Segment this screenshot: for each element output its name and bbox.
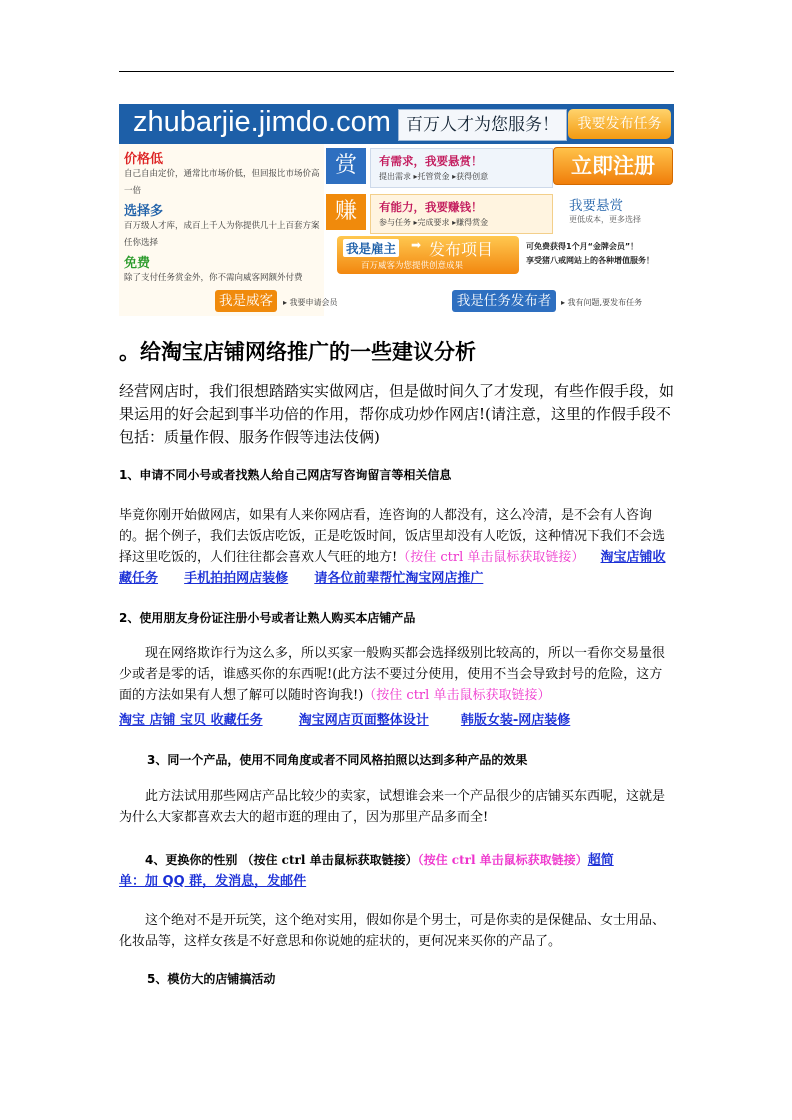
- weike-button[interactable]: 我是威客: [215, 290, 277, 312]
- publisher-link[interactable]: ▸ 我有问题,要发布任务: [561, 298, 643, 307]
- link-korean-fashion[interactable]: 韩版女装-网店装修: [460, 713, 571, 728]
- banner-slogan: 百万人才为您服务！: [398, 109, 567, 141]
- post-task-button[interactable]: 我要发布任务: [568, 109, 671, 139]
- link-promotion-help[interactable]: 请各位前辈帮忙淘宝网店推广: [314, 571, 484, 586]
- zhubajie-banner[interactable]: [119, 104, 674, 316]
- feature-choice-heading: 选择多: [124, 204, 164, 219]
- section-4-title: 4、更换你的性别: [145, 853, 238, 867]
- section-2-hint: （按住 ctrl 单击鼠标获取链接）: [363, 688, 551, 703]
- banner-top-bar: [119, 104, 674, 144]
- link-super-simple-a[interactable]: 超简: [587, 853, 614, 868]
- section-4-mid: （按住 ctrl 单击鼠标获取链接）: [241, 853, 418, 867]
- publish-sub: 百万威客为您提供创意成果: [361, 261, 464, 271]
- section-3-paragraph: 此方法试用那些网店产品比较少的卖家，试想谁会来一个产品很少的店铺买东西呢，这就是为什么大家都喜欢去大的超市逛的理由了，因为那里产品多而全!: [119, 789, 666, 825]
- register-button[interactable]: 立即注册: [553, 147, 673, 185]
- page-title: 。给淘宝店铺网络推广的一些建议分析: [119, 340, 476, 364]
- intro-paragraph: 经营网店时，我们很想踏踏实实做网店，但是做时间久了才发现，有些作假手段，如果运用的好会起到事半功倍的作用，帮你成功炒作网店!(请注意，这里的作假手段不包括：质量作假、服务作假等违法伎俩): [119, 382, 675, 446]
- section-2-heading: 2、使用朋友身份证注册小号或者让熟人购买本店铺产品: [119, 611, 416, 625]
- publish-label: 发布项目: [429, 240, 494, 259]
- section-1-text: 毕竟你刚开始做网店，如果有人来你网店看，连咨询的人都没有，这么冷清，是不会有人咨询的。据个例子，我们去饭店吃饭，正是吃饭时间，饭店里却没有人吃饭，这种情况下我们不会选择这里吃饭的，人们往往都会喜欢人气旺的地方!: [119, 508, 666, 565]
- section-1-heading: 1、申请不同小号或者找熟人给自己网店写咨询留言等相关信息: [119, 468, 452, 482]
- post-demand-steps: 提出需求 ▸托管赏金 ▸获得创意: [379, 172, 489, 181]
- link-mobile-decor[interactable]: 手机拍拍网店装修: [184, 571, 289, 586]
- link-shop-item-collect[interactable]: 淘宝 店铺 宝贝 收藏任务: [119, 713, 263, 728]
- link-super-simple-b[interactable]: 单：加 QQ 群，发消息，发邮件: [119, 874, 307, 889]
- section-4-heading: [119, 850, 675, 892]
- shang-icon: 赏: [326, 148, 366, 184]
- gold-line-1: 可免费获得1个月“金牌会员”！: [526, 242, 639, 251]
- feature-free-heading: 免费: [124, 256, 151, 271]
- section-2-text: 现在网络欺诈行为这么多，所以买家一般购买都会选择级别比较高的，所以一看你交易量很少或者是零的话，谁感买你的东西呢!(此方法不要过分使用，使用不当会导致封号的危险，这方面的方法如果有人想了解可以随时咨询我!): [119, 646, 666, 703]
- earn-money-heading: 有能力，我要赚钱！: [379, 200, 483, 214]
- feature-free-text: 除了支付任务赏金外，你不需向威客网额外付费: [124, 273, 303, 283]
- earn-money-panel[interactable]: [370, 194, 553, 234]
- post-demand-heading: 有需求，我要悬赏！: [379, 154, 483, 168]
- section-1-hint: （按住 ctrl 单击鼠标获取链接）: [397, 550, 585, 565]
- feature-choice-text: 百万级人才库，成百上千人为你提供几十上百套方案任你选择: [124, 221, 320, 248]
- section-1-paragraph: [119, 505, 675, 589]
- section-5-heading: 5、模仿大的店铺搞活动: [147, 972, 276, 986]
- arrow-right-icon: ➡: [411, 238, 422, 252]
- section-4-paragraph: 这个绝对不是开玩笑，这个绝对实用，假如你是个男士，可是你卖的是保健品、女士用品、化妆品等，这样女孩是不好意思和你说她的症状的，更何况来买你的产品了。: [119, 913, 666, 949]
- gold-line-2: 享受猪八戒网站上的各种增值服务！: [526, 256, 654, 265]
- feature-price-text: 自己自由定价，通常比市场价低，但回报比市场价高一倍: [124, 169, 320, 196]
- banner-domain[interactable]: zhubarjie.jimdo.com: [133, 106, 391, 138]
- reward-link[interactable]: [559, 194, 671, 234]
- link-shop-collect[interactable]: 淘宝店铺收藏任务: [119, 550, 666, 586]
- employer-label: 我是雇主: [343, 239, 399, 257]
- header-rule: [119, 71, 674, 72]
- section-2-paragraph: [119, 643, 675, 706]
- reward-heading: 我要悬赏: [569, 198, 623, 214]
- weike-link[interactable]: ▸ 我要申请会员: [283, 298, 338, 307]
- reward-sub: 更低成本，更多选择: [569, 215, 641, 224]
- publish-project-button[interactable]: [337, 236, 519, 274]
- section-3-heading: 3、同一个产品，使用不同角度或者不同风格拍照以达到多种产品的效果: [147, 753, 528, 767]
- earn-money-steps: 参与任务 ▸完成要求 ▸赚得赏金: [379, 218, 489, 227]
- section-2-links: [119, 710, 675, 731]
- feature-price-heading: 价格低: [124, 152, 164, 167]
- post-demand-panel[interactable]: [370, 148, 553, 188]
- zhuan-icon: 赚: [326, 194, 366, 230]
- link-page-design[interactable]: 淘宝网店页面整体设计: [298, 713, 429, 728]
- section-4-hint: （按住 ctrl 单击鼠标获取链接）: [417, 853, 588, 867]
- gold-member-promo[interactable]: [526, 240, 674, 276]
- publisher-button[interactable]: 我是任务发布者: [452, 290, 556, 312]
